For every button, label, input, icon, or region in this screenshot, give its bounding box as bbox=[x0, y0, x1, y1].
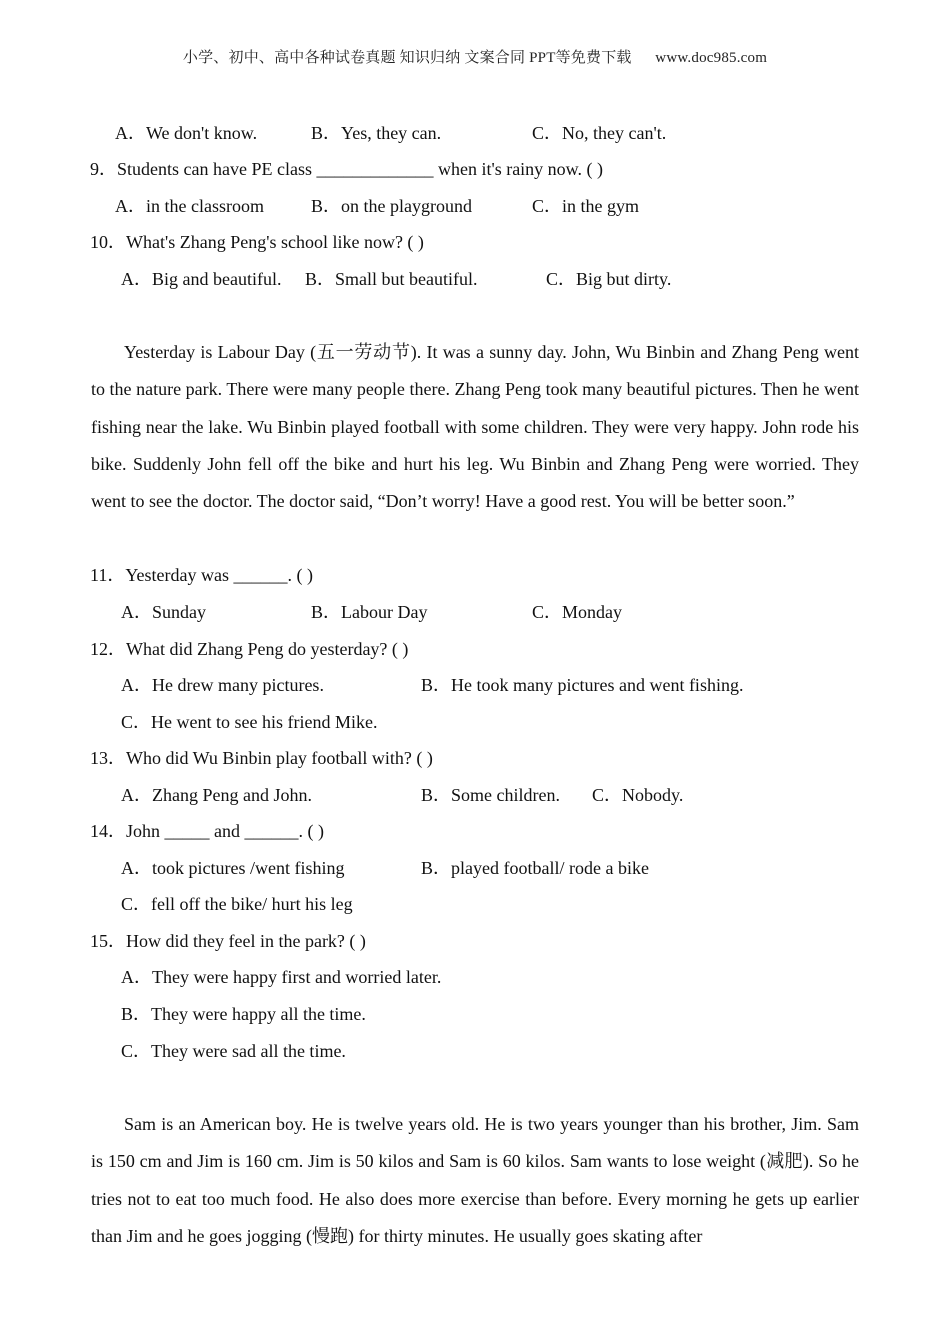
q8-option-a: A．We don't know. bbox=[115, 123, 258, 143]
q14-option-a: A．took pictures /went fishing bbox=[121, 858, 345, 878]
q10-option-c: C．Big but dirty. bbox=[546, 269, 672, 289]
q9-option-a: A．in the classroom bbox=[115, 196, 264, 216]
q13-option-c: C．Nobody. bbox=[592, 785, 684, 805]
q8-option-b: B．Yes, they can. bbox=[311, 123, 442, 143]
q15-stem: 15．How did they feel in the park? ( ) bbox=[90, 931, 366, 951]
q12-stem: 12．What did Zhang Peng do yesterday? ( ) bbox=[90, 639, 409, 659]
header-site: www.doc985.com bbox=[655, 50, 768, 66]
q9-option-b: B．on the playground bbox=[311, 196, 472, 216]
q10-stem: 10．What's Zhang Peng's school like now? ( ) bbox=[90, 232, 424, 252]
q15-option-b: B．They were happy all the time. bbox=[121, 1004, 366, 1024]
q11-option-c: C．Monday bbox=[532, 602, 622, 622]
q13-stem: 13．Who did Wu Binbin play football with? ( ) bbox=[90, 748, 433, 768]
reading-passage-labour-day: Yesterday is Labour Day (五一劳动节). It was a sunny day. John, Wu Binbin and Zhang Peng went to the nature park. There were many people there. Zhang Peng took many beautiful pictures. Then he went fishing near the lake. Wu Binbin played football with some children. They were very happy. John rode his bike. Suddenly John fell off the bike and hurt his leg. Wu Binbin and Zhang Peng were worried. They went to see the doctor. The doctor said, “Don’t worry! Have a good rest. You will be better soon.” bbox=[91, 342, 859, 512]
q10-option-b: B．Small but beautiful. bbox=[305, 269, 478, 289]
q14-stem: 14．John _____ and ______. ( ) bbox=[90, 821, 324, 841]
q13-option-b: B．Some children. bbox=[421, 785, 560, 805]
q11-stem: 11．Yesterday was ______. ( ) bbox=[90, 565, 313, 585]
q14-option-c: C．fell off the bike/ hurt his leg bbox=[121, 894, 353, 914]
q8-option-c: C．No, they can't. bbox=[532, 123, 667, 143]
q12-option-b: B．He took many pictures and went fishing. bbox=[421, 675, 744, 695]
q11-option-a: A．Sunday bbox=[121, 602, 206, 622]
q14-option-b: B．played football/ rode a bike bbox=[421, 858, 649, 878]
q10-option-a: A．Big and beautiful. bbox=[121, 269, 282, 289]
q11-option-b: B．Labour Day bbox=[311, 602, 428, 622]
q12-option-a: A．He drew many pictures. bbox=[121, 675, 324, 695]
page-header bbox=[0, 46, 950, 67]
q12-option-c: C．He went to see his friend Mike. bbox=[121, 712, 378, 732]
q15-option-a: A．They were happy first and worried later. bbox=[121, 967, 442, 987]
q9-stem: 9．Students can have PE class _____________ when it's rainy now. ( ) bbox=[90, 159, 603, 179]
q9-option-c: C．in the gym bbox=[532, 196, 639, 216]
reading-passage-sam: Sam is an American boy. He is twelve years old. He is two years younger than his brother, Jim. Sam is 150 cm and Jim is 160 cm. Jim is 50 kilos and Sam is 60 kilos. Sam wants to lose weight (减肥). So he tries not to eat too much food. He also does more exercise than before. Every morning he gets up earlier than Jim and he goes jogging (慢跑) for thirty minutes. He usually goes skating after bbox=[91, 1114, 859, 1246]
q15-option-c: C．They were sad all the time. bbox=[121, 1041, 346, 1061]
header-text: 小学、初中、高中各种试卷真题 知识归纳 文案合同 PPT等免费下载 bbox=[182, 50, 632, 66]
q13-option-a: A．Zhang Peng and John. bbox=[121, 785, 312, 805]
